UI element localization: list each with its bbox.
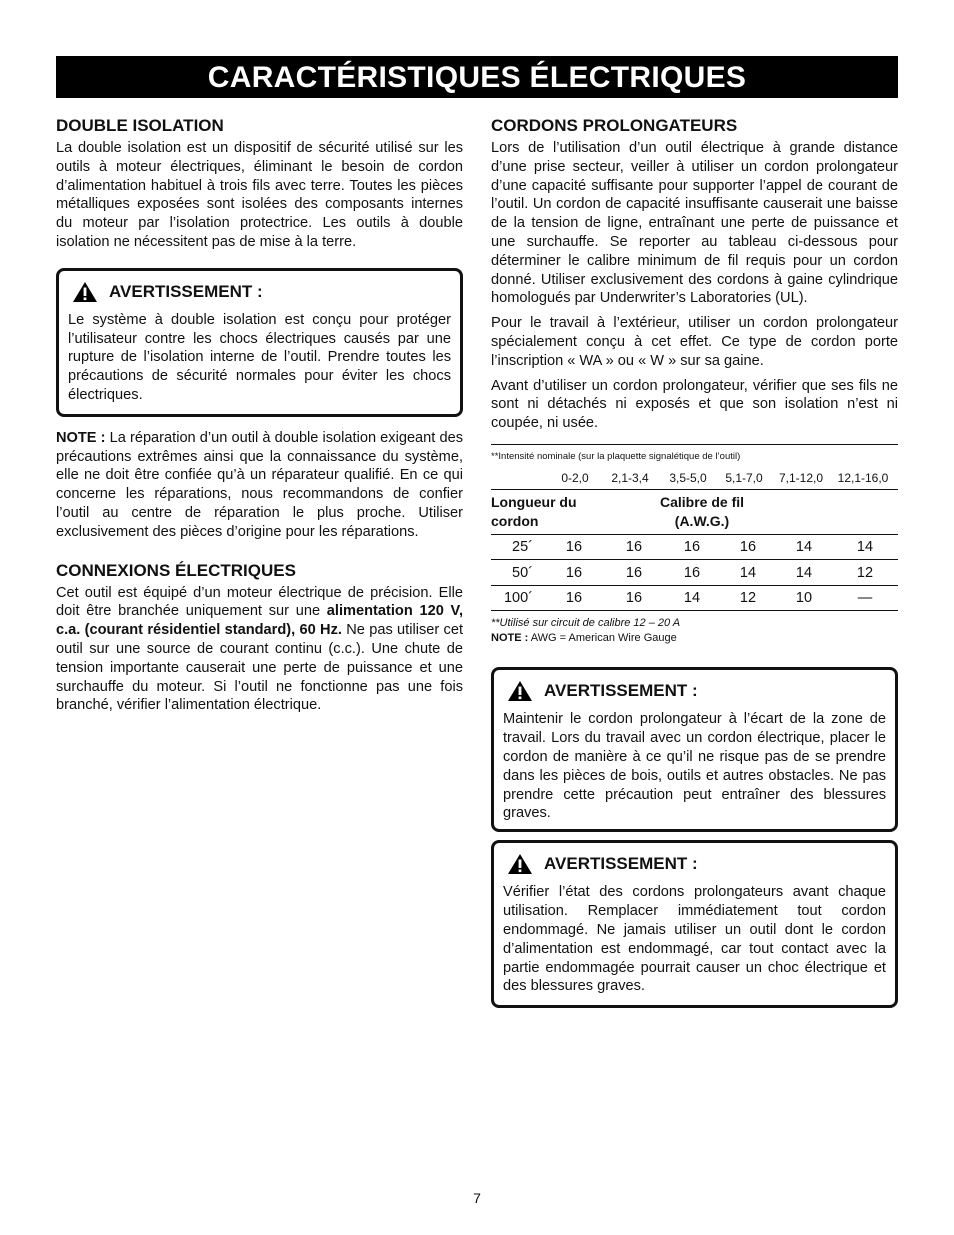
- cell: 10: [795, 590, 813, 607]
- amp-range-row: [491, 467, 898, 490]
- amp-range: 5,1-7,0: [725, 470, 763, 485]
- cell: 16: [625, 539, 643, 556]
- footnote-circuit-text: **Utilisé sur circuit de calibre 12 – 20 A: [491, 617, 681, 630]
- table-note-text: AWG = American Wire Gauge: [528, 632, 677, 645]
- note-body: La réparation d’un outil à double isolation exigeant des précautions extrêmes ainsi que la connaissance du système, elle ne doit être confiée qu’à un réparateur qualifié. En ce qui concerne les réparations, nous recommandons de confier l’outil au centre de réparation le plus proche. Utiliser exclusivement des pièces d’origine pour les réparations.: [56, 429, 463, 540]
- note-label: NOTE :: [56, 429, 106, 446]
- cell: 12: [739, 590, 757, 607]
- amp-range: 12,1-16,0: [837, 470, 889, 485]
- amp-range: 2,1-3,4: [611, 470, 649, 485]
- cell: 16: [739, 539, 757, 556]
- cell: 14: [795, 564, 813, 581]
- cell: 16: [683, 539, 701, 556]
- table-row: [491, 586, 898, 612]
- table-row: [491, 535, 898, 561]
- cordons-paragraph-3: Avant d’utiliser un cordon prolongateur, vérifier que ses fils ne sont ni détachés ni exposés et que son isolation n’est ni coupée, ni usée.: [491, 377, 898, 432]
- cell: 14: [739, 564, 757, 581]
- cell: 16: [565, 590, 583, 607]
- double-isolation-body: La double isolation est un dispositif de sécurité utilisé sur les outils à moteur électriques, éliminant le besoin de cordon d’alimentation habituel à trois fils avec terre. Toutes les pièces métalliques exposées sont isolées des composants internes du moteur par l’isolation protectrice. Les outils à double isolation ne nécessitent pas de mise à la terre.: [56, 140, 463, 250]
- warning-box-isolation: [56, 268, 463, 417]
- row-length: 100´: [503, 590, 533, 607]
- table-footnote-circuit: [491, 616, 898, 631]
- amp-range: 3,5-5,0: [669, 470, 707, 485]
- warning-triangle-icon: [507, 853, 533, 875]
- cell: 14: [795, 539, 813, 556]
- header-gauge: Calibre de fil (A.W.G.): [659, 493, 745, 529]
- gauge-table: [491, 444, 898, 647]
- row-length: 25´: [512, 539, 533, 556]
- table-row: [491, 560, 898, 586]
- warning-title: AVERTISSEMENT :: [544, 854, 698, 874]
- cordons-paragraph-2: Pour le travail à l’extérieur, utiliser un cordon prolongateur spécialement conçu à cet effet. Ce type de cordon porte l’inscription « WA » ou « W » sur sa gaine.: [491, 315, 898, 369]
- warning-triangle-icon: [507, 680, 533, 702]
- page-title: CARACTÉRISTIQUES ÉLECTRIQUES: [56, 56, 898, 98]
- table-footnote-top: **Intensité nominale (sur la plaquette signalétique de l’outil): [491, 450, 741, 462]
- cell: 14: [856, 539, 874, 556]
- note-paragraph: [56, 429, 463, 542]
- warning-triangle-icon: [72, 281, 98, 303]
- cell: 16: [625, 590, 643, 607]
- amp-range: 7,1-12,0: [778, 470, 824, 485]
- table-note: [491, 631, 898, 646]
- cell: —: [857, 590, 873, 607]
- warning-title: AVERTISSEMENT :: [544, 681, 698, 701]
- warning-title: AVERTISSEMENT :: [109, 281, 263, 301]
- warning-box-cord-check: [491, 840, 898, 1008]
- cell: 16: [565, 564, 583, 581]
- right-column: [491, 116, 898, 1008]
- cell: 14: [683, 590, 701, 607]
- cell: 16: [565, 539, 583, 556]
- table-note-label: NOTE :: [491, 632, 529, 645]
- cell: 16: [683, 564, 701, 581]
- connexions-text-2: Ne pas utiliser cet outil sur une source de courant continu (c.c.). Une chute de tension importante causerait une perte de puissance et une surchauffe du moteur. Si l’outil ne fonctionne pas une fois branché, vérifier l’alimentation électrique.: [56, 622, 463, 714]
- connexions-text-1: Cet outil est équipé d’un moteur électrique de précision. Elle doit être branchée uniquement sur une: [56, 584, 463, 620]
- page-number: 7: [473, 1190, 481, 1206]
- connexions-body: [56, 584, 463, 716]
- cell: 12: [856, 564, 874, 581]
- cordons-paragraph-1: Lors de l’utilisation d’un outil électrique à grande distance d’une prise secteur, veiller à utiliser un cordon prolongateur d’une capacité suffisante pour supporter l’appel de courant de l’outil. Un cordon de capacité insuffisante causerait une baisse de la tension de ligne, entraînant une perte de puissance et une surchauffe. Se reporter au tableau ci-dessous pour déterminer le calibre minimum de fil requis pour un cordon donné. Utiliser exclusivement des cordons à gaine cylindrique homologués par Underwriter’s Laboratories (UL).: [491, 140, 898, 307]
- connexions-text-bold: alimentation 120 V, c.a. (courant résidentiel standard), 60 Hz.: [56, 603, 464, 639]
- row-length: 50´: [512, 564, 533, 581]
- connexions-heading: CONNEXIONS ÉLECTRIQUES: [56, 560, 296, 580]
- warning-body: Maintenir le cordon prolongateur à l’écart de la zone de travail. Lors du travail avec un cordon électrique, placer le cordon de manière à ce qu’il ne risque pas de se prendre dans les pièces de bois, outils et autres obstacles. Ne pas prendre cette précaution peut entraîner des blessures graves.: [503, 711, 886, 822]
- warning-body: Vérifier l’état des cordons prolongateurs avant chaque utilisation. Remplacer immédiatement tout cordon endommagé. Ne jamais utiliser un outil dont le cordon d’alimentation est endommagé, car tout contact avec la partie endommagée pourrait causer un choc électrique et des blessures graves.: [503, 884, 886, 995]
- amp-range: 0-2,0: [561, 470, 589, 485]
- warning-box-cord-placement: [491, 667, 898, 832]
- double-isolation-heading: DOUBLE ISOLATION: [56, 116, 224, 135]
- cell: 16: [625, 564, 643, 581]
- warning-body: Le système à double isolation est conçu pour protéger l’utilisateur contre les chocs électriques causés par une rupture de l’isolation interne de l’outil. Prendre toutes les précautions de sécurité normales pour éviter les chocs électriques.: [68, 311, 451, 403]
- table-header: [491, 490, 898, 535]
- header-length: Longueur du cordon: [491, 493, 577, 529]
- cordons-heading: CORDONS PROLONGATEURS: [491, 116, 738, 135]
- left-column: [56, 116, 463, 715]
